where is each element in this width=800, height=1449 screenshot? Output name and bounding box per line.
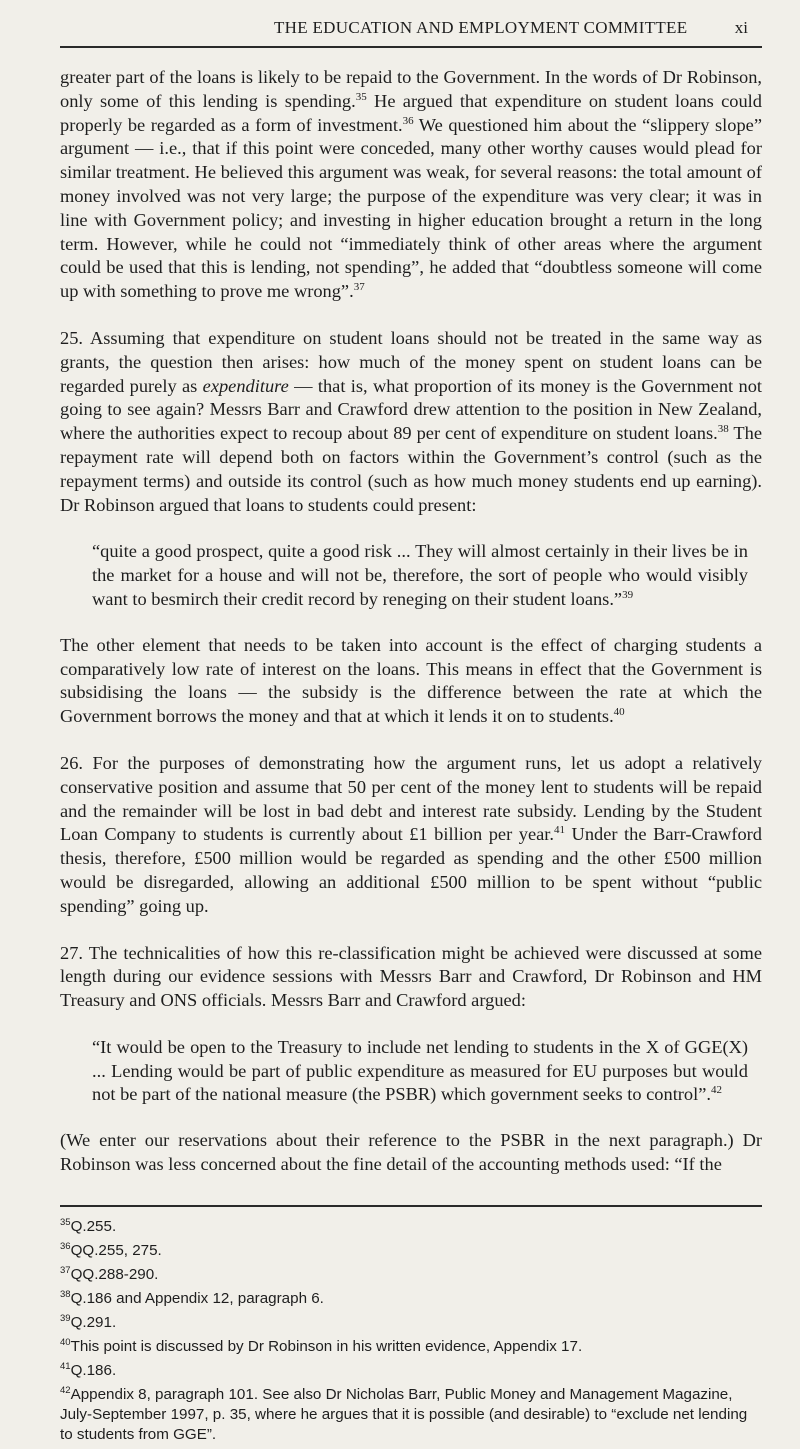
paragraph-24-continued: greater part of the loans is likely to be repaid to the Government. In the words of Dr Robinson, only some of this lending is spending.$^{35}$ He argued that expenditure on student loans could properly be regarded as a form of investment.$^{36}$ We questioned him about the “slippery slope” argument — i.e., that if this point were conceded, many other worthy causes would plead for similar treatment. He believed this argument was weak, for several reasons: the total amount of money involved was not very large; the purpose of the expenditure was very clear; it was in line with Government policy; and investing in higher education brought a return in the long term. However, while he could not “immediately think of other areas where the argument could be used that this is lending, not spending”, he added that “doubtless someone will come up with something to prove me wrong”.$^{37}$ bbox=[60, 67, 763, 302]
footnote: $^{38}$Q.186 and Appendix 12, paragraph 6. bbox=[60, 1288, 324, 1307]
document-page bbox=[60, 0, 762, 1449]
footnote: $^{37}$QQ.288-290. bbox=[60, 1264, 159, 1283]
header-title: THE EDUCATION AND EMPLOYMENT COMMITTEE bbox=[274, 18, 688, 37]
footnote-ref-39[interactable]: 39 bbox=[622, 588, 634, 601]
quotation-barr-crawford: “It would be open to the Treasury to include net lending to students in the X of GGE(X) ... Lending would be part of public expenditure as measured for EU purposes but would not be part of the national measure (the PSBR) which government seeks to control”.$^{42}$ bbox=[92, 1036, 748, 1105]
footnote-ref-41[interactable]: 41 bbox=[554, 824, 565, 837]
footnote: $^{36}$QQ.255, 275. bbox=[60, 1240, 162, 1259]
footnote-ref-35[interactable]: 35 bbox=[355, 90, 367, 103]
body-text bbox=[60, 66, 762, 1177]
footnote-ref-40[interactable]: 40 bbox=[613, 706, 625, 718]
paragraph-27: 27. The technicalities of how this re-classification might be achieved were discussed at some length during our evidence sessions with Messrs Barr and Crawford, Dr Robinson and HM Treasury and ONS officials. Messrs Barr and Crawford argued: bbox=[60, 942, 762, 1011]
footnote-ref-38[interactable]: 38 bbox=[717, 423, 729, 436]
running-header bbox=[60, 0, 762, 48]
paragraph-26: 26. For the purposes of demonstrating how the argument runs, let us adopt a relatively conservative position and assume that 50 per cent of the money lent to students will be repaid and the remainder will be lost in bad debt and interest rate subsidy. Lending by the Student Loan Company to students is currently about £1 billion per year.$^{41}$ Under the Barr-Crawford thesis, therefore, £500 million would be regarded as spending and the other £500 million would be disregarded, allowing an additional £500 million to be spent without “public spending” going up. bbox=[60, 752, 762, 916]
quotation-robinson: “quite a good prospect, quite a good risk ... They will almost certainly in their lives be in the market for a house and will not be, therefore, the sort of people who would visibly want to besmirch their credit record by reneging on their student loans.”$^{39}$ bbox=[92, 541, 748, 609]
footnote-divider bbox=[60, 1205, 762, 1207]
footnote: $^{42}$Appendix 8, paragraph 101. See also Dr Nicholas Barr, Public Money and Management Magazine, July-September 1997, p. 35, where he argues that it is possible (and desirable) to “exclude net lending to students from GGE”. bbox=[60, 1384, 748, 1443]
footnote: $^{35}$Q.255. bbox=[60, 1216, 117, 1235]
footnote: $^{40}$This point is discussed by Dr Robinson in his written evidence, Appendix 17. bbox=[60, 1336, 583, 1355]
page-number: xi bbox=[734, 18, 748, 37]
footnote-ref-42[interactable]: 42 bbox=[711, 1084, 722, 1097]
footnote: $^{39}$Q.291. bbox=[60, 1312, 117, 1331]
footnotes bbox=[60, 1217, 762, 1445]
paragraph-25: 25. Assuming that expenditure on student loans should not be treated in the same way as grants, the question then arises: how much of the money spent on student loans can be regarded purely as expenditure — that is, what proportion of its money is the Government not going to see again? Messrs Barr and Crawford drew attention to the position in New Zealand, where the authorities expect to recoup about 89 per cent of expenditure on student loans.$^{38}$ The repayment rate will depend both on factors within the Government’s control (such as the repayment terms) and outside its control (such as how much money students end up earning). Dr Robinson argued that loans to students could present: bbox=[60, 327, 763, 515]
footnote: $^{41}$Q.186. bbox=[60, 1360, 117, 1379]
paragraph-27-continued: (We enter our reservations about their reference to the PSBR in the next paragraph.) Dr Robinson was less concerned about the fine detail of the accounting methods used: “If the bbox=[60, 1130, 762, 1175]
emphasis-expenditure: expenditure bbox=[202, 375, 289, 396]
paragraph-25-continued: The other element that needs to be taken into account is the effect of charging students a comparatively low rate of interest on the loans. This means in effect that the Government is subsidising the loans — the subsidy is the difference between the rate at which the Government borrows the money and that at which it lends it on to students.$^{40}$ bbox=[60, 634, 762, 727]
footnote-ref-36[interactable]: 36 bbox=[402, 114, 414, 127]
footnote-ref-37[interactable]: 37 bbox=[353, 281, 365, 294]
